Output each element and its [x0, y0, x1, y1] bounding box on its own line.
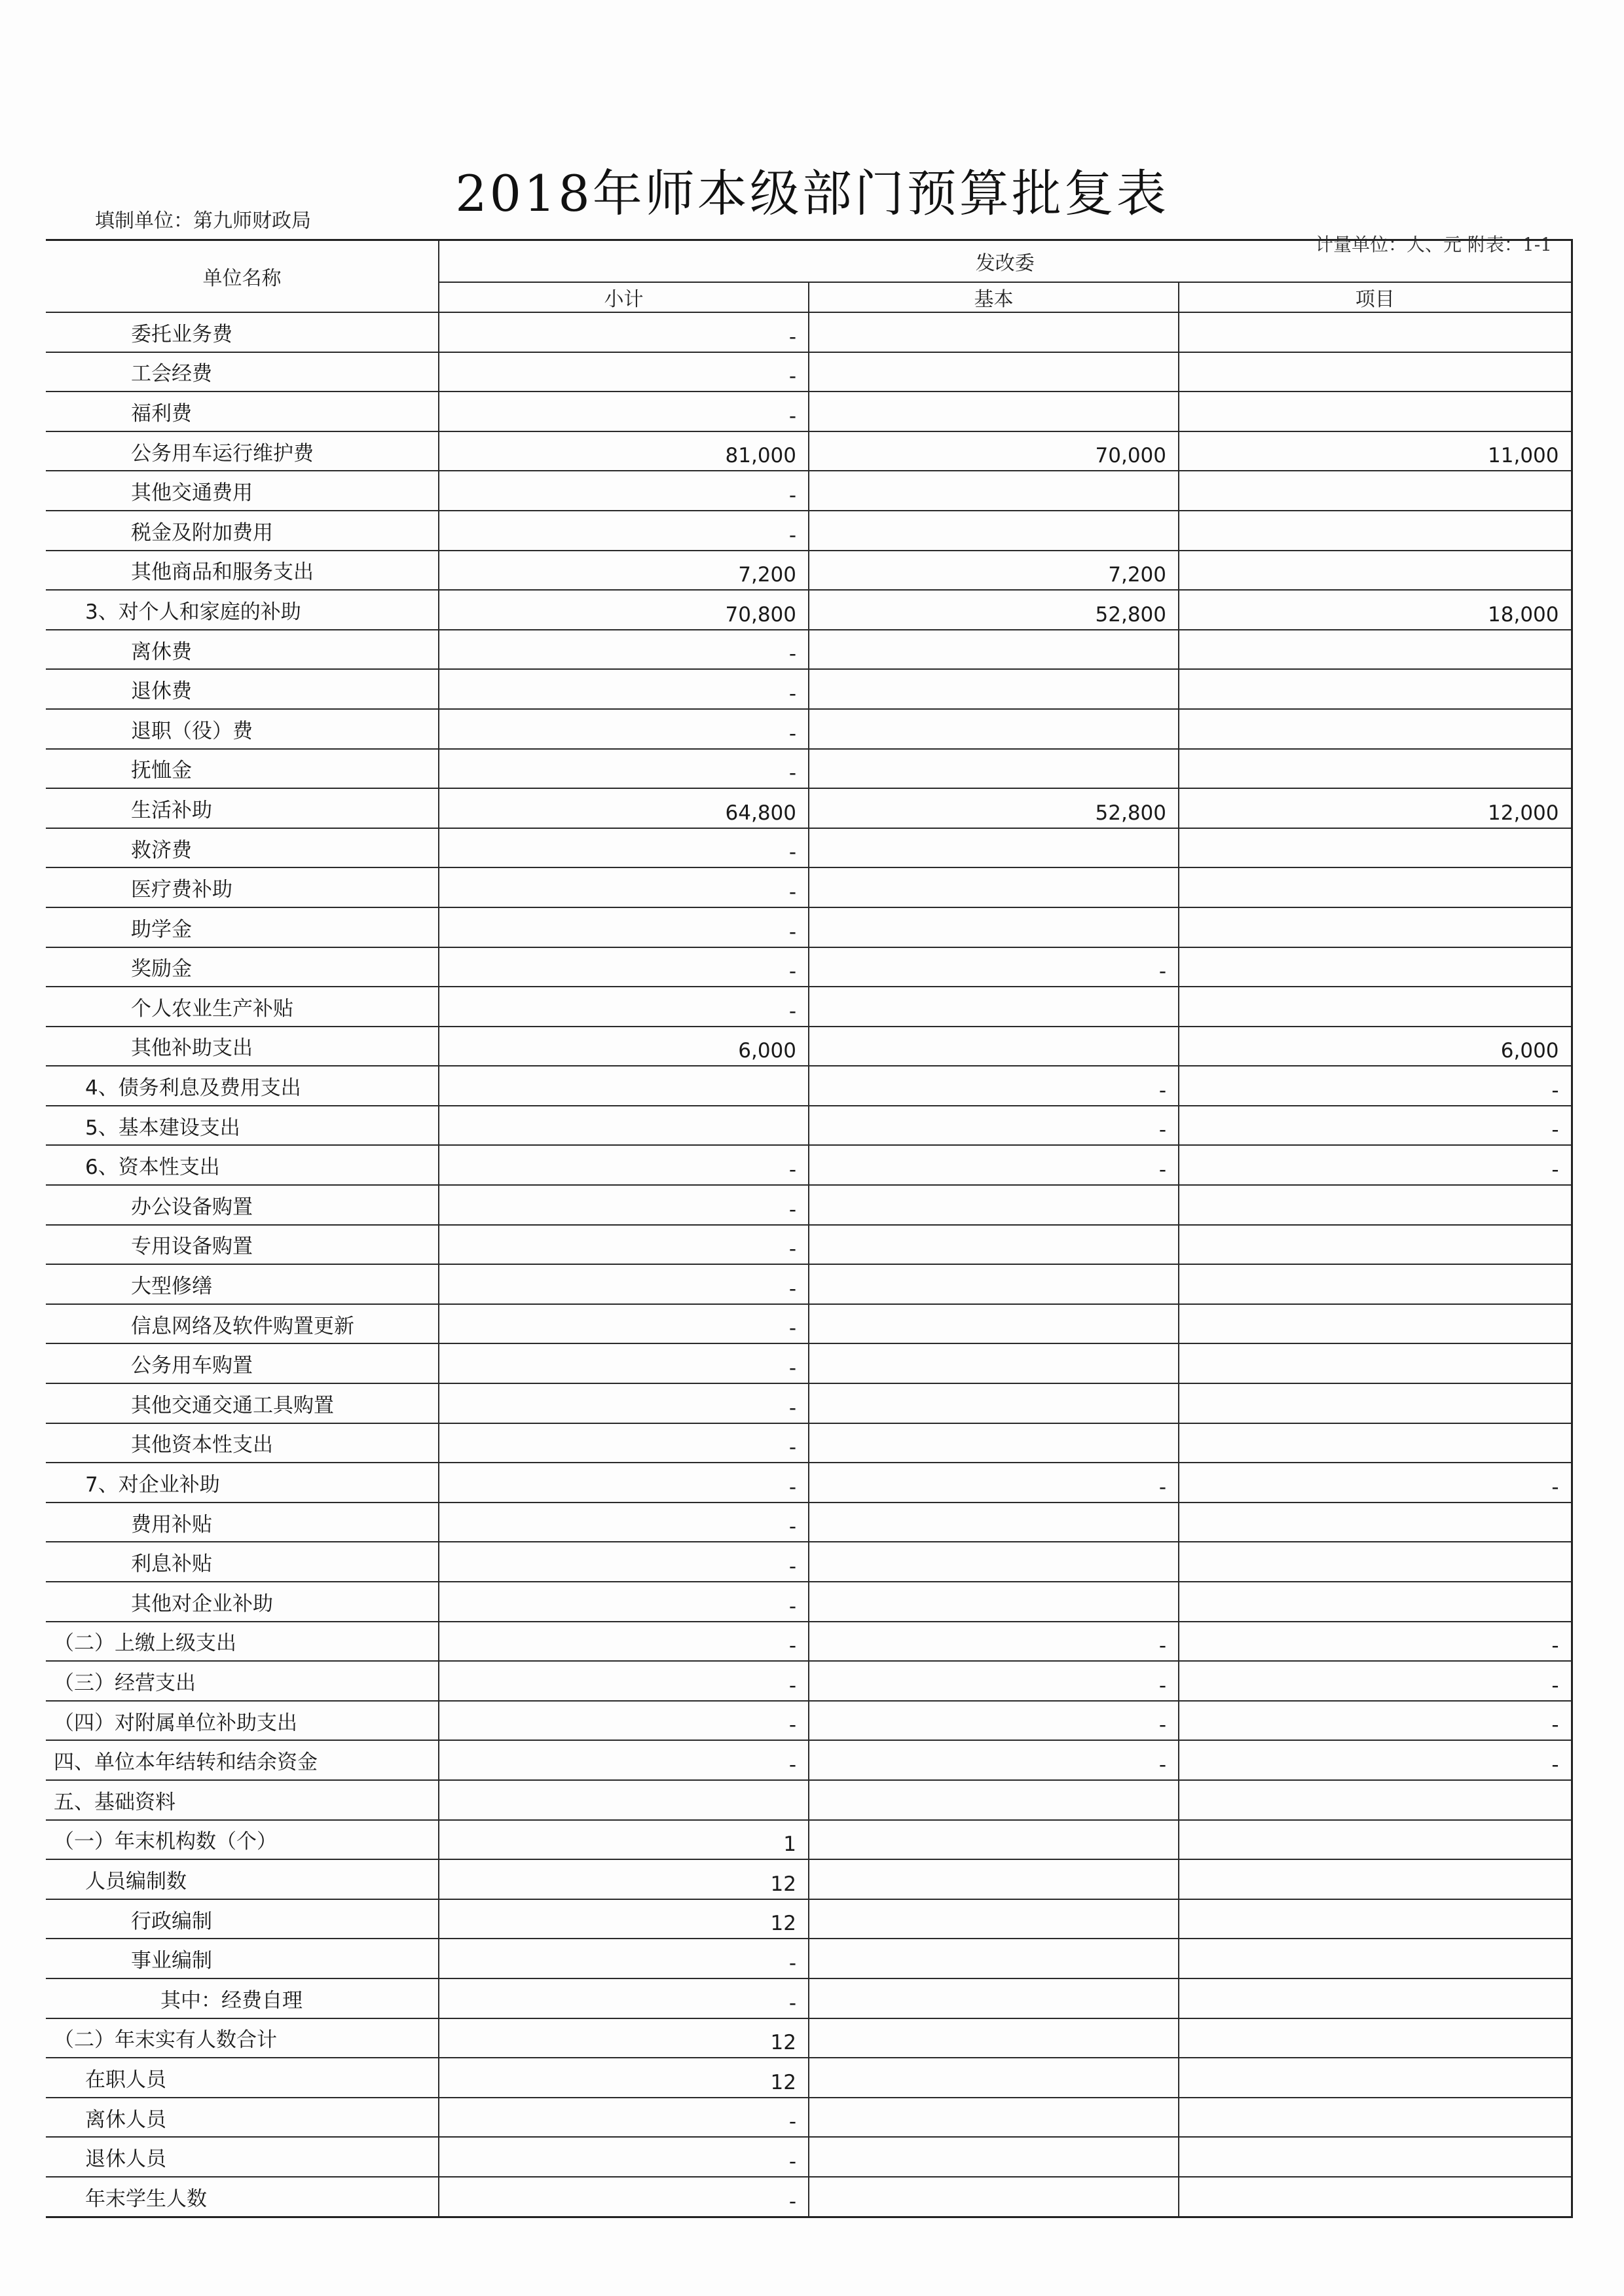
row-name: 抚恤金: [46, 749, 439, 789]
measurement-unit: 计量单位：人、元 附表：1-1: [1315, 234, 1552, 255]
row-subtotal: -: [439, 1740, 809, 1780]
table-row: [46, 1066, 1572, 1106]
row-project: [1179, 1978, 1572, 2018]
row-subtotal: -: [439, 828, 809, 868]
row-name: 3、对个人和家庭的补助: [46, 590, 439, 630]
table-row: [46, 1225, 1572, 1265]
row-subtotal: 1: [439, 1820, 809, 1860]
row-name: 公务用车购置: [46, 1343, 439, 1383]
row-project: 11,000: [1179, 431, 1572, 471]
row-project: [1179, 551, 1572, 591]
row-subtotal: [439, 1106, 809, 1146]
table-row: [46, 392, 1572, 431]
row-basic: [809, 471, 1179, 511]
header-basic: 基本: [809, 282, 1179, 312]
row-basic: [809, 312, 1179, 352]
table-row: [46, 2018, 1572, 2058]
row-basic: [809, 1820, 1179, 1860]
table-row: [46, 1463, 1572, 1503]
row-project: [1179, 1503, 1572, 1542]
row-basic: -: [809, 1622, 1179, 1662]
row-basic: -: [809, 1066, 1179, 1106]
row-subtotal: -: [439, 2177, 809, 2217]
row-name: （一）年末机构数（个）: [46, 1820, 439, 1860]
row-subtotal: -: [439, 907, 809, 947]
table-row: [46, 788, 1572, 828]
row-basic: [809, 709, 1179, 749]
row-basic: -: [809, 1701, 1179, 1741]
row-project: [1179, 867, 1572, 907]
row-basic: 7,200: [809, 551, 1179, 591]
row-basic: -: [809, 1463, 1179, 1503]
row-subtotal: -: [439, 2098, 809, 2138]
row-name: 救济费: [46, 828, 439, 868]
row-name: 委托业务费: [46, 312, 439, 352]
row-subtotal: -: [439, 2137, 809, 2177]
row-name: 生活补助: [46, 788, 439, 828]
row-basic: 52,800: [809, 788, 1179, 828]
row-basic: [809, 392, 1179, 431]
row-name: 福利费: [46, 392, 439, 431]
row-project: [1179, 749, 1572, 789]
row-subtotal: -: [439, 749, 809, 789]
row-project: [1179, 352, 1572, 392]
table-row: [46, 1820, 1572, 1860]
row-project: [1179, 828, 1572, 868]
table-row: [46, 1939, 1572, 1978]
row-subtotal: -: [439, 1304, 809, 1344]
row-name: 退职（役）费: [46, 709, 439, 749]
row-name: 7、对企业补助: [46, 1463, 439, 1503]
row-subtotal: 70,800: [439, 590, 809, 630]
row-name: 退休费: [46, 669, 439, 709]
header-unit-name: 单位名称: [46, 240, 439, 313]
row-project: [1179, 2098, 1572, 2138]
row-basic: [809, 907, 1179, 947]
table-row: [46, 511, 1572, 551]
table-row: [46, 749, 1572, 789]
row-name: 在职人员: [46, 2058, 439, 2098]
row-subtotal: -: [439, 1343, 809, 1383]
row-basic: [809, 749, 1179, 789]
table-row: [46, 1542, 1572, 1582]
row-project: [1179, 1225, 1572, 1265]
row-name: 信息网络及软件购置更新: [46, 1304, 439, 1344]
row-basic: [809, 1343, 1179, 1383]
row-name: 事业编制: [46, 1939, 439, 1978]
table-row: [46, 1145, 1572, 1185]
row-basic: [809, 1264, 1179, 1304]
row-basic: [809, 987, 1179, 1027]
row-subtotal: -: [439, 1542, 809, 1582]
row-subtotal: -: [439, 511, 809, 551]
table-row: [46, 1423, 1572, 1463]
row-project: [1179, 1542, 1572, 1582]
row-project: [1179, 987, 1572, 1027]
row-basic: -: [809, 1661, 1179, 1701]
row-subtotal: 12: [439, 1899, 809, 1939]
row-basic: [809, 1423, 1179, 1463]
table-row: [46, 1383, 1572, 1423]
row-name: 四、单位本年结转和结余资金: [46, 1740, 439, 1780]
row-project: [1179, 1343, 1572, 1383]
row-project: [1179, 511, 1572, 551]
row-subtotal: 81,000: [439, 431, 809, 471]
table-row: [46, 590, 1572, 630]
row-name: （三）经营支出: [46, 1661, 439, 1701]
table-row: [46, 947, 1572, 987]
row-subtotal: -: [439, 1661, 809, 1701]
row-name: 离休费: [46, 630, 439, 670]
table-row: [46, 709, 1572, 749]
row-name: 其他对企业补助: [46, 1582, 439, 1622]
row-project: -: [1179, 1740, 1572, 1780]
row-subtotal: -: [439, 1503, 809, 1542]
row-basic: [809, 1225, 1179, 1265]
row-name: 其他商品和服务支出: [46, 551, 439, 591]
row-name: 个人农业生产补贴: [46, 987, 439, 1027]
row-basic: [809, 2098, 1179, 2138]
table-row: [46, 1343, 1572, 1383]
row-basic: [809, 828, 1179, 868]
row-name: 其他交通费用: [46, 471, 439, 511]
row-basic: [809, 1542, 1179, 1582]
row-name: 行政编制: [46, 1899, 439, 1939]
row-basic: [809, 1780, 1179, 1820]
row-subtotal: -: [439, 1701, 809, 1741]
table-row: [46, 1661, 1572, 1701]
row-name: 离休人员: [46, 2098, 439, 2138]
table-row: [46, 669, 1572, 709]
row-project: [1179, 1582, 1572, 1622]
table-row: [46, 1740, 1572, 1780]
row-subtotal: 12: [439, 2058, 809, 2098]
row-project: [1179, 1264, 1572, 1304]
budget-table: [46, 239, 1573, 2218]
header-project: 项目: [1179, 282, 1572, 312]
header-subtotal: 小计: [439, 282, 809, 312]
row-project: [1179, 630, 1572, 670]
row-subtotal: -: [439, 1225, 809, 1265]
row-project: [1179, 1820, 1572, 1860]
row-subtotal: -: [439, 709, 809, 749]
reporting-unit: 填制单位：第九师财政局: [95, 210, 311, 232]
row-name: 5、基本建设支出: [46, 1106, 439, 1146]
page-title: 2018年师本级部门预算批复表: [455, 164, 1169, 223]
row-project: [1179, 709, 1572, 749]
row-name: 年末学生人数: [46, 2177, 439, 2217]
row-subtotal: -: [439, 947, 809, 987]
table-row: [46, 1304, 1572, 1344]
row-basic: -: [809, 1740, 1179, 1780]
table-row: [46, 471, 1572, 511]
row-subtotal: -: [439, 1978, 809, 2018]
row-subtotal: -: [439, 1264, 809, 1304]
row-subtotal: -: [439, 1463, 809, 1503]
row-name: 其他补助支出: [46, 1027, 439, 1066]
row-basic: [809, 1027, 1179, 1066]
row-subtotal: 6,000: [439, 1027, 809, 1066]
row-basic: [809, 1939, 1179, 1978]
table-row: [46, 1185, 1572, 1225]
row-project: -: [1179, 1145, 1572, 1185]
row-subtotal: [439, 1780, 809, 1820]
table-row: [46, 2058, 1572, 2098]
row-project: [1179, 907, 1572, 947]
row-subtotal: -: [439, 669, 809, 709]
row-name: 退休人员: [46, 2137, 439, 2177]
row-project: 6,000: [1179, 1027, 1572, 1066]
row-subtotal: -: [439, 1383, 809, 1423]
table-row: [46, 987, 1572, 1027]
row-subtotal: -: [439, 1185, 809, 1225]
table-row: [46, 1780, 1572, 1820]
row-basic: [809, 1582, 1179, 1622]
row-basic: [809, 1304, 1179, 1344]
table-row: [46, 907, 1572, 947]
row-project: [1179, 1304, 1572, 1344]
table-row: [46, 828, 1572, 868]
row-subtotal: -: [439, 987, 809, 1027]
row-project: -: [1179, 1622, 1572, 1662]
row-project: [1179, 1899, 1572, 1939]
row-name: 五、基础资料: [46, 1780, 439, 1820]
row-name: 公务用车运行维护费: [46, 431, 439, 471]
row-subtotal: -: [439, 471, 809, 511]
row-name: 专用设备购置: [46, 1225, 439, 1265]
row-subtotal: -: [439, 630, 809, 670]
row-name: 助学金: [46, 907, 439, 947]
row-basic: -: [809, 947, 1179, 987]
row-project: [1179, 1780, 1572, 1820]
row-basic: [809, 1185, 1179, 1225]
row-project: [1179, 312, 1572, 352]
row-basic: [809, 2177, 1179, 2217]
row-subtotal: 64,800: [439, 788, 809, 828]
table-row: [46, 2177, 1572, 2217]
table-row: [46, 352, 1572, 392]
row-project: 18,000: [1179, 590, 1572, 630]
row-name: 其他交通交通工具购置: [46, 1383, 439, 1423]
row-basic: [809, 511, 1179, 551]
row-basic: [809, 1899, 1179, 1939]
row-subtotal: 7,200: [439, 551, 809, 591]
row-subtotal: [439, 1066, 809, 1106]
row-project: [1179, 2058, 1572, 2098]
row-name: 工会经费: [46, 352, 439, 392]
row-project: 12,000: [1179, 788, 1572, 828]
row-project: [1179, 1939, 1572, 1978]
row-name: 4、债务利息及费用支出: [46, 1066, 439, 1106]
row-subtotal: -: [439, 392, 809, 431]
table-row: [46, 312, 1572, 352]
row-basic: -: [809, 1145, 1179, 1185]
row-project: [1179, 471, 1572, 511]
row-project: -: [1179, 1066, 1572, 1106]
row-project: [1179, 2137, 1572, 2177]
row-name: 其中：经费自理: [46, 1978, 439, 2018]
row-name: （二）上缴上级支出: [46, 1622, 439, 1662]
row-basic: [809, 352, 1179, 392]
header-group: 发改委: [439, 240, 1572, 283]
table-row: [46, 1106, 1572, 1146]
row-name: 奖励金: [46, 947, 439, 987]
table-row: [46, 1503, 1572, 1542]
row-basic: [809, 867, 1179, 907]
row-basic: [809, 1383, 1179, 1423]
table-row: [46, 2137, 1572, 2177]
row-basic: [809, 2058, 1179, 2098]
row-project: [1179, 947, 1572, 987]
row-subtotal: -: [439, 312, 809, 352]
row-subtotal: -: [439, 352, 809, 392]
row-name: 其他资本性支出: [46, 1423, 439, 1463]
row-basic: [809, 669, 1179, 709]
row-name: 医疗费补助: [46, 867, 439, 907]
row-project: [1179, 1859, 1572, 1899]
row-subtotal: -: [439, 1939, 809, 1978]
row-name: （二）年末实有人数合计: [46, 2018, 439, 2058]
table-row: [46, 1859, 1572, 1899]
row-project: [1179, 1383, 1572, 1423]
row-name: （四）对附属单位补助支出: [46, 1701, 439, 1741]
table-row: [46, 551, 1572, 591]
row-basic: [809, 2018, 1179, 2058]
row-project: -: [1179, 1701, 1572, 1741]
row-name: 6、资本性支出: [46, 1145, 439, 1185]
table-row: [46, 1582, 1572, 1622]
row-project: -: [1179, 1106, 1572, 1146]
row-subtotal: -: [439, 1423, 809, 1463]
row-project: [1179, 2177, 1572, 2217]
row-subtotal: 12: [439, 1859, 809, 1899]
table-row: [46, 1701, 1572, 1741]
row-project: [1179, 2018, 1572, 2058]
row-name: 人员编制数: [46, 1859, 439, 1899]
row-subtotal: 12: [439, 2018, 809, 2058]
row-project: -: [1179, 1463, 1572, 1503]
table-row: [46, 1264, 1572, 1304]
row-subtotal: -: [439, 1622, 809, 1662]
table-row: [46, 431, 1572, 471]
row-name: 办公设备购置: [46, 1185, 439, 1225]
row-basic: [809, 1503, 1179, 1542]
row-subtotal: -: [439, 1582, 809, 1622]
row-name: 利息补贴: [46, 1542, 439, 1582]
row-basic: [809, 630, 1179, 670]
row-project: -: [1179, 1661, 1572, 1701]
row-basic: 70,000: [809, 431, 1179, 471]
row-name: 费用补贴: [46, 1503, 439, 1542]
row-basic: [809, 1978, 1179, 2018]
table-row: [46, 1978, 1572, 2018]
table-row: [46, 1622, 1572, 1662]
row-project: [1179, 1423, 1572, 1463]
row-name: 大型修缮: [46, 1264, 439, 1304]
table-row: [46, 1899, 1572, 1939]
row-subtotal: -: [439, 867, 809, 907]
table-row: [46, 2098, 1572, 2138]
row-project: [1179, 1185, 1572, 1225]
row-project: [1179, 392, 1572, 431]
table-row: [46, 630, 1572, 670]
table-row: [46, 867, 1572, 907]
row-project: [1179, 669, 1572, 709]
table-row: [46, 1027, 1572, 1066]
table-body: [46, 312, 1572, 2217]
row-basic: 52,800: [809, 590, 1179, 630]
row-basic: [809, 2137, 1179, 2177]
row-basic: -: [809, 1106, 1179, 1146]
row-name: 税金及附加费用: [46, 511, 439, 551]
row-subtotal: -: [439, 1145, 809, 1185]
row-basic: [809, 1859, 1179, 1899]
